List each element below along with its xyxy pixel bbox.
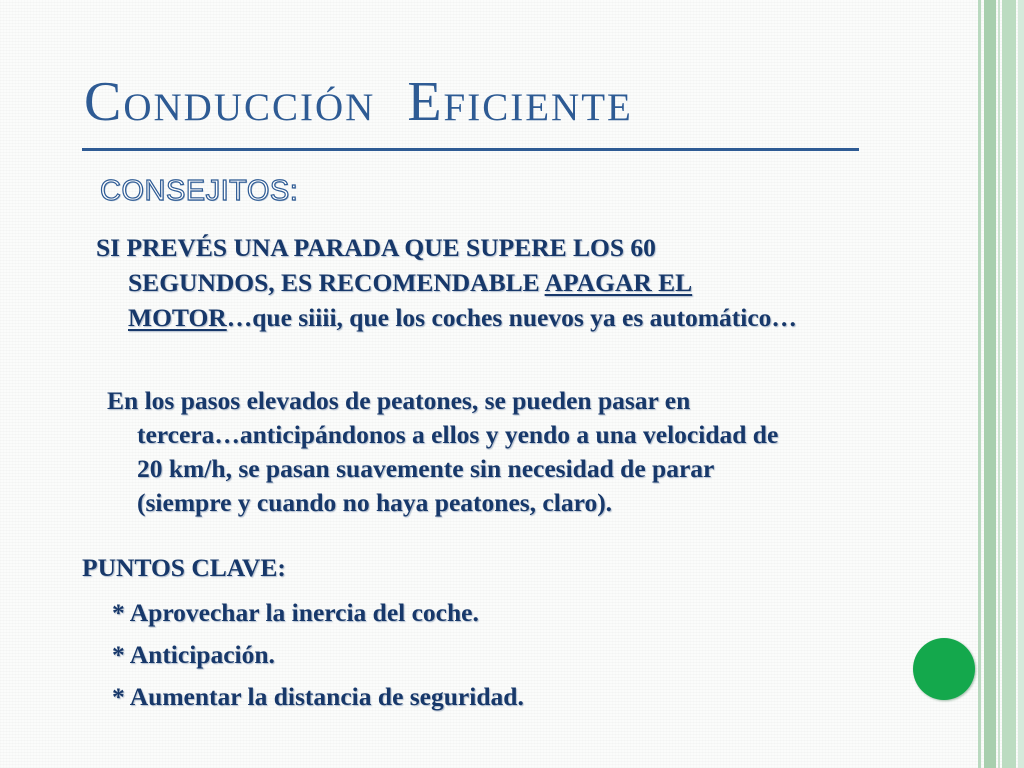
tip-line: 20 km/h, se pasan suavemente sin necesidad de parar [137, 454, 715, 483]
decorative-side-stripes [978, 0, 1024, 768]
stripe [1018, 0, 1024, 768]
stripe [984, 0, 996, 768]
list-item: * Aprovechar la inercia del coche. [112, 598, 479, 627]
slide-title: Conducción Eficiente [84, 71, 633, 133]
tip-emphasis: MOTOR [128, 303, 227, 332]
tip-line: En los pasos elevados de peatones, se pueden pasar en [107, 386, 691, 415]
tip-line: (siempre y cuando no haya peatones, claro). [137, 488, 613, 517]
title-underline [82, 148, 859, 151]
tip-line [96, 265, 956, 300]
tip-line: tercera…anticipándonos a ellos y yendo a una velocidad de [137, 420, 779, 449]
key-points-list [112, 592, 524, 718]
list-item: * Aumentar la distancia de seguridad. [112, 682, 524, 711]
tip-speed-bumps [107, 384, 937, 520]
tip-line [96, 300, 956, 335]
tip-text: SEGUNDOS, ES RECOMENDABLE [128, 268, 545, 297]
stripe [978, 0, 981, 768]
stripe [1002, 0, 1016, 768]
green-circle-icon [913, 638, 975, 700]
slide-subtitle: CONSEJITOS: [100, 175, 299, 207]
stripe [998, 0, 1000, 768]
tip-engine-off [96, 230, 956, 335]
tip-text: …que siiii, que los coches nuevos ya es automático… [226, 303, 797, 332]
tip-line: SI PREVÉS UNA PARADA QUE SUPERE LOS 60 [96, 233, 656, 262]
key-points-heading: PUNTOS CLAVE: [82, 553, 286, 582]
tip-emphasis: APAGAR EL [544, 268, 693, 297]
list-item: * Anticipación. [112, 640, 275, 669]
